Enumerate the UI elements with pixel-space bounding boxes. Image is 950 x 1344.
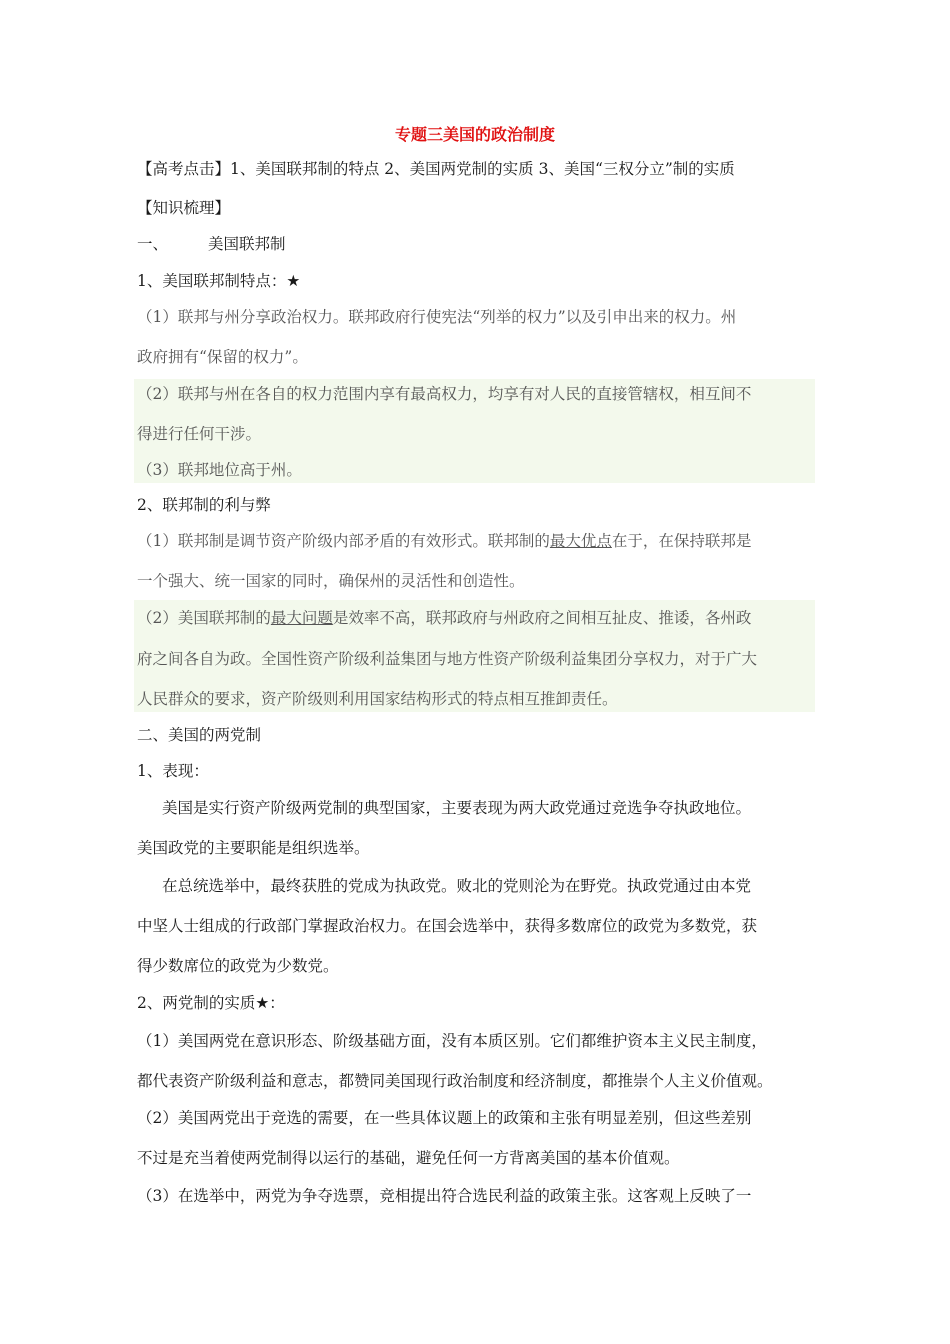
problem-underlined: 最大问题 <box>270 609 333 627</box>
problem-text: （2）美国联邦制的 <box>137 609 271 627</box>
essence-para-2a: （2）美国两党出于竞选的需要，在一些具体议题上的政策和主张有明显差别，但这些差别 <box>137 1109 752 1127</box>
star-icon: ★ <box>286 272 301 290</box>
performance-para-2c: 得少数席位的政党为少数党。 <box>137 957 339 975</box>
paragraph-3: （3）联邦地位高于州。 <box>137 461 302 479</box>
subsection-1-1 <box>137 270 300 292</box>
section-1-title: 美国联邦制 <box>208 235 286 253</box>
subsection-1-2: 2、联邦制的利与弊 <box>137 496 271 514</box>
star-icon: ★ <box>255 994 270 1012</box>
subsection-1-1-label: 1、美国联邦制特点： <box>137 272 287 290</box>
essence-para-3a: （3）在选举中，两党为争夺选票，竞相提出符合选民利益的政策主张。这客观上反映了一 <box>137 1187 752 1205</box>
knowledge-heading: 【知识梳理】 <box>137 199 231 217</box>
performance-para-2b: 中坚人士组成的行政部门掌握政治权力。在国会选举中，获得多数席位的政党为多数党，获 <box>137 917 758 935</box>
problem-text-cont: 是效率不高，联邦政府与州政府之间相互扯皮、推诿，各州政 <box>332 609 752 627</box>
paragraph-2a: （2）联邦与州在各自的权力范围内享有最高权力，均享有对人民的直接管辖权，相互间不 <box>137 385 752 403</box>
paragraph-1a: （1）联邦与州分享政治权力。联邦政府行使宪法“列举的权力”以及引申出来的权力。州 <box>137 308 737 326</box>
problem-line-1 <box>137 607 751 629</box>
advantage-text: （1）联邦制是调节资产阶级内部矛盾的有效形式。联邦制的 <box>137 532 550 550</box>
essence-para-1b: 都代表资产阶级利益和意志，都赞同美国现行政治制度和经济制度，都推崇个人主义价值观。 <box>137 1072 773 1090</box>
essence-para-1a: （1）美国两党在意识形态、阶级基础方面，没有本质区别。它们都维护资本主义民主制度， <box>137 1032 767 1050</box>
paragraph-1b: 政府拥有“保留的权力”。 <box>137 348 308 366</box>
section-1-heading <box>137 233 286 255</box>
performance-para-1a: 美国是实行资产阶级两党制的典型国家，主要表现为两大政党通过竞选争夺执政地位。 <box>162 799 752 817</box>
subsection-2-2-label: 2、两党制的实质 <box>137 994 256 1012</box>
advantage-line-1 <box>137 530 751 552</box>
section-2-heading: 二、美国的两党制 <box>137 726 262 744</box>
advantage-underlined: 最大优点 <box>549 532 612 550</box>
advantage-line-2: 一个强大、统一国家的同时，确保州的灵活性和创造性。 <box>137 572 525 590</box>
document-title: 专题三美国的政治制度 <box>394 125 555 144</box>
subsection-2-2 <box>137 992 285 1014</box>
performance-para-1b: 美国政党的主要职能是组织选举。 <box>137 839 370 857</box>
problem-line-2: 府之间各自为政。全国性资产阶级利益集团与地方性资产阶级利益集团分享权力，对于广大 <box>137 650 758 668</box>
performance-para-2a: 在总统选举中，最终获胜的党成为执政党。败北的党则沦为在野党。执政党通过由本党 <box>162 877 752 895</box>
problem-line-3: 人民群众的要求，资产阶级则利用国家结构形式的特点相互推卸责任。 <box>137 690 618 708</box>
advantage-text-cont: 在于，在保持联邦是 <box>611 532 752 550</box>
subsection-2-1: 1、表现： <box>137 762 209 780</box>
section-1-number: 一、 <box>137 235 169 253</box>
exam-points: 【高考点击】1、美国联邦制的特点 2、美国两党制的实质 3、美国“三权分立”制的实质 <box>137 160 735 178</box>
essence-para-2b: 不过是充当着使两党制得以运行的基础，避免任何一方背离美国的基本价值观。 <box>137 1149 680 1167</box>
paragraph-2b: 得进行任何干涉。 <box>137 425 262 443</box>
colon: ： <box>269 994 285 1012</box>
